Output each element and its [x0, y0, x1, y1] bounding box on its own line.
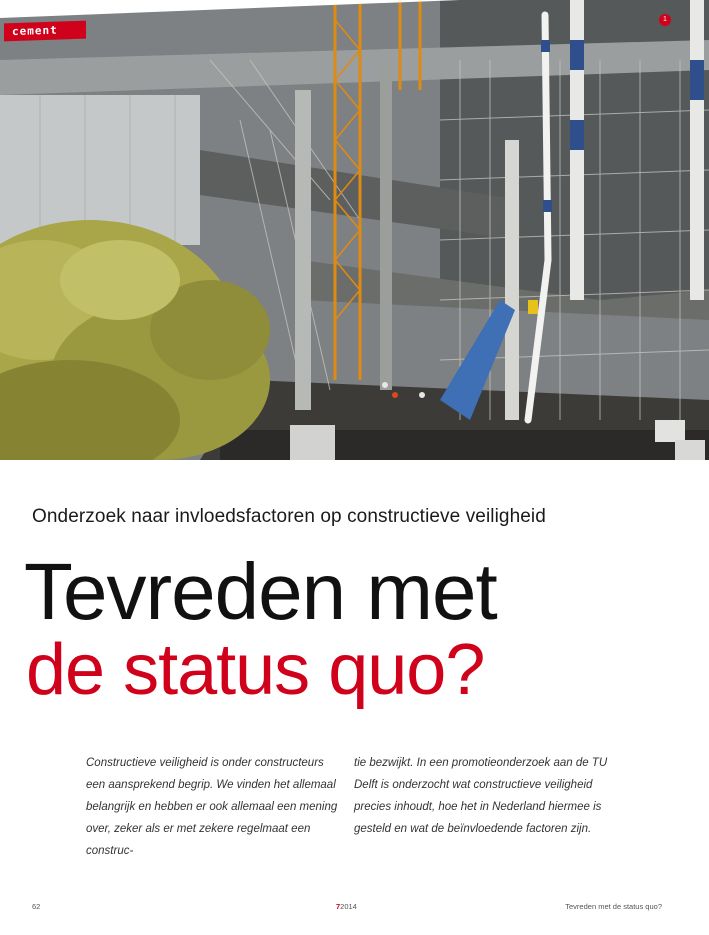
- issue-number: 7: [336, 902, 341, 911]
- hero-photo: [0, 0, 709, 460]
- intro-column-1: Constructieve veiligheid is onder constructeurs een aansprekend begrip. We vinden het allemaal belangrijk en hebben er ook allemaal een mening over, zeker als er met zekere regelmaat een construc-: [86, 757, 338, 857]
- article-title-line1: Tevreden met: [24, 547, 497, 636]
- article-kicker: Onderzoek naar invloedsfactoren op constructieve veiligheid: [32, 506, 546, 527]
- magazine-logo: cement: [4, 21, 86, 42]
- construction-site-illustration: [0, 0, 709, 460]
- page-badge: 1: [659, 14, 671, 26]
- issue-year: 2014: [340, 902, 357, 911]
- page-number: 62: [32, 902, 41, 911]
- issue-label: [336, 902, 357, 911]
- intro-column-2: tie bezwijkt. In een promotieonderzoek aan de TU Delft is onderzocht wat constructieve veiligheid precies inhoudt, hoe het in Nederland hiermee is gesteld en wat de beïnvloedende factoren zijn.: [354, 757, 608, 835]
- article-title-line2: de status quo?: [26, 630, 485, 710]
- running-title: Tevreden met de status quo?: [565, 902, 662, 911]
